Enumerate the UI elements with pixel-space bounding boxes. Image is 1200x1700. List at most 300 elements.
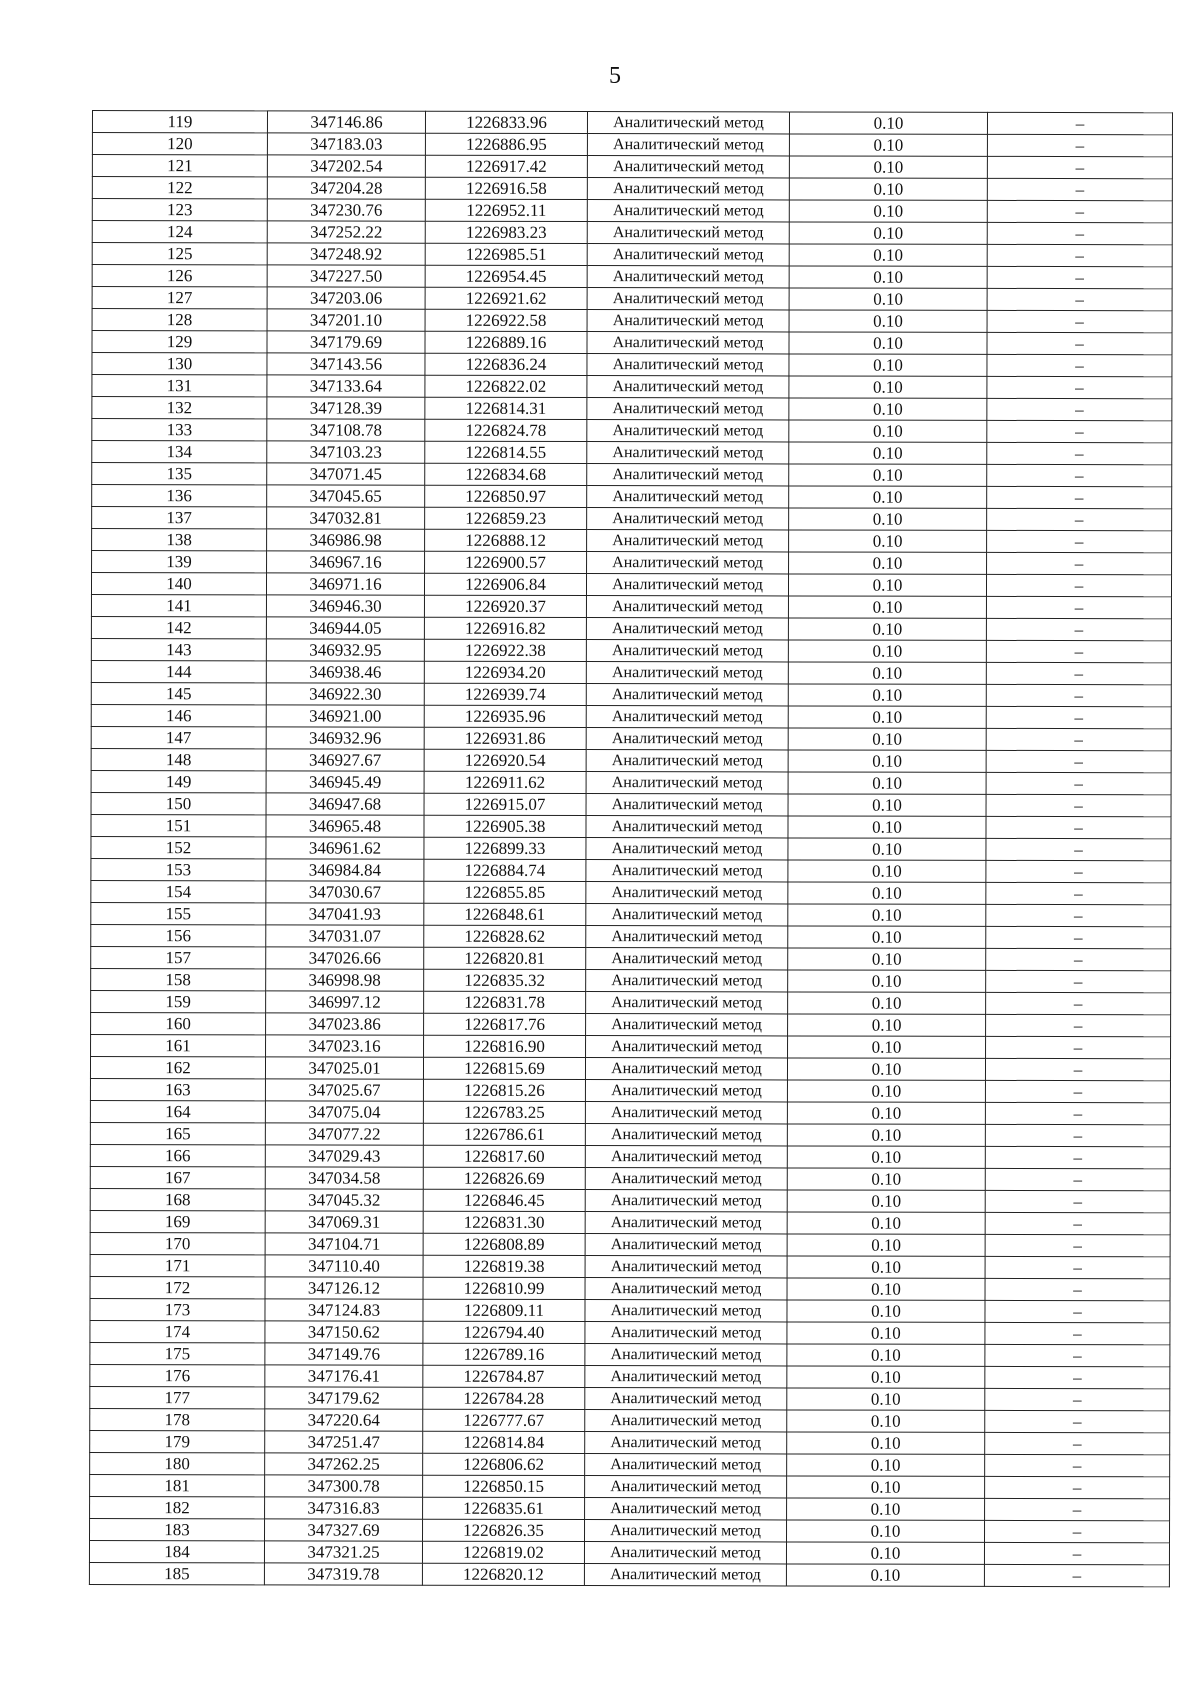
- table-row: [91, 726, 1171, 750]
- accuracy-cell: 0.10: [788, 948, 986, 970]
- table-row: [90, 1452, 1170, 1476]
- table-row: [90, 1144, 1170, 1168]
- point-number-cell: 120: [92, 133, 267, 155]
- table-row: [91, 748, 1171, 772]
- x-coordinate-cell: 347041.93: [266, 903, 424, 925]
- table-row: [92, 133, 1172, 157]
- y-coordinate-cell: 1226826.69: [423, 1167, 585, 1189]
- x-coordinate-cell: 347316.83: [265, 1497, 423, 1519]
- accuracy-cell: 0.10: [788, 860, 986, 882]
- method-cell: Аналитический метод: [587, 376, 789, 398]
- y-coordinate-cell: 1226905.38: [424, 815, 586, 837]
- note-cell: –: [986, 640, 1171, 662]
- method-cell: Аналитический метод: [585, 1498, 787, 1520]
- table-row: [90, 1298, 1170, 1322]
- note-cell: –: [985, 1190, 1170, 1212]
- y-coordinate-cell: 1226920.54: [424, 749, 586, 771]
- table-row: [91, 990, 1171, 1014]
- table-row: [90, 1122, 1170, 1146]
- note-cell: –: [986, 684, 1171, 706]
- accuracy-cell: 0.10: [787, 1300, 985, 1322]
- note-cell: –: [986, 750, 1171, 772]
- x-coordinate-cell: 347032.81: [267, 507, 425, 529]
- accuracy-cell: 0.10: [789, 200, 987, 222]
- note-cell: –: [987, 398, 1172, 420]
- point-number-cell: 148: [91, 748, 266, 770]
- y-coordinate-cell: 1226889.16: [425, 331, 587, 353]
- x-coordinate-cell: 347077.22: [265, 1123, 423, 1145]
- y-coordinate-cell: 1226789.16: [423, 1343, 585, 1365]
- method-cell: Аналитический метод: [585, 1256, 787, 1278]
- method-cell: Аналитический метод: [586, 706, 788, 728]
- note-cell: –: [986, 904, 1171, 926]
- note-cell: –: [986, 970, 1171, 992]
- accuracy-cell: 0.10: [788, 640, 986, 662]
- table-row: [89, 1540, 1169, 1564]
- point-number-cell: 150: [91, 792, 266, 814]
- method-cell: Аналитический метод: [585, 1344, 787, 1366]
- table-row: [91, 836, 1171, 860]
- table-row: [92, 331, 1172, 355]
- note-cell: –: [987, 244, 1172, 266]
- y-coordinate-cell: 1226819.02: [422, 1541, 584, 1563]
- x-coordinate-cell: 346947.68: [266, 793, 424, 815]
- x-coordinate-cell: 347126.12: [265, 1277, 423, 1299]
- table-row: [90, 1232, 1170, 1256]
- accuracy-cell: 0.10: [789, 398, 987, 420]
- point-number-cell: 165: [90, 1122, 265, 1144]
- y-coordinate-cell: 1226816.90: [424, 1035, 586, 1057]
- y-coordinate-cell: 1226917.42: [425, 155, 587, 177]
- method-cell: Аналитический метод: [586, 772, 788, 794]
- point-number-cell: 174: [90, 1320, 265, 1342]
- note-cell: –: [987, 354, 1172, 376]
- note-cell: –: [987, 222, 1172, 244]
- point-number-cell: 143: [91, 638, 266, 660]
- x-coordinate-cell: 347025.01: [265, 1057, 423, 1079]
- note-cell: –: [985, 1058, 1170, 1080]
- table-row: [91, 814, 1171, 838]
- x-coordinate-cell: 347179.69: [267, 331, 425, 353]
- table-row: [92, 485, 1172, 509]
- method-cell: Аналитический метод: [584, 1564, 786, 1586]
- note-cell: –: [987, 552, 1172, 574]
- x-coordinate-cell: 347183.03: [267, 133, 425, 155]
- note-cell: –: [986, 1014, 1171, 1036]
- table-row: [92, 177, 1172, 201]
- note-cell: –: [986, 838, 1171, 860]
- y-coordinate-cell: 1226911.62: [424, 771, 586, 793]
- point-number-cell: 156: [91, 924, 266, 946]
- note-cell: –: [985, 1410, 1170, 1432]
- point-number-cell: 133: [92, 419, 267, 441]
- y-coordinate-cell: 1226834.68: [425, 463, 587, 485]
- x-coordinate-cell: 346984.84: [266, 859, 424, 881]
- note-cell: –: [984, 1564, 1169, 1586]
- method-cell: Аналитический метод: [587, 486, 789, 508]
- accuracy-cell: 0.10: [789, 508, 987, 530]
- table-row: [90, 1254, 1170, 1278]
- method-cell: Аналитический метод: [585, 1146, 787, 1168]
- point-number-cell: 128: [92, 309, 267, 331]
- accuracy-cell: 0.10: [787, 1146, 985, 1168]
- method-cell: Аналитический метод: [586, 750, 788, 772]
- x-coordinate-cell: 346967.16: [267, 551, 425, 573]
- accuracy-cell: 0.10: [788, 838, 986, 860]
- y-coordinate-cell: 1226939.74: [424, 683, 586, 705]
- y-coordinate-cell: 1226783.25: [423, 1101, 585, 1123]
- note-cell: –: [986, 574, 1171, 596]
- y-coordinate-cell: 1226824.78: [425, 419, 587, 441]
- x-coordinate-cell: 347124.83: [265, 1299, 423, 1321]
- x-coordinate-cell: 347025.67: [265, 1079, 423, 1101]
- table-row: [90, 1320, 1170, 1344]
- point-number-cell: 167: [90, 1166, 265, 1188]
- method-cell: Аналитический метод: [586, 926, 788, 948]
- table-row: [90, 1430, 1170, 1454]
- accuracy-cell: 0.10: [787, 1498, 985, 1520]
- x-coordinate-cell: 346927.67: [266, 749, 424, 771]
- point-number-cell: 176: [90, 1364, 265, 1386]
- method-cell: Аналитический метод: [587, 398, 789, 420]
- x-coordinate-cell: 346932.95: [266, 639, 424, 661]
- method-cell: Аналитический метод: [586, 992, 788, 1014]
- x-coordinate-cell: 347133.64: [267, 375, 425, 397]
- table-row: [91, 924, 1171, 948]
- note-cell: –: [987, 134, 1172, 156]
- x-coordinate-cell: 347071.45: [267, 463, 425, 485]
- table-row: [91, 770, 1171, 794]
- y-coordinate-cell: 1226934.20: [424, 661, 586, 683]
- note-cell: –: [985, 1278, 1170, 1300]
- accuracy-cell: 0.10: [787, 1366, 985, 1388]
- accuracy-cell: 0.10: [788, 970, 986, 992]
- point-number-cell: 160: [91, 1012, 266, 1034]
- note-cell: –: [985, 1454, 1170, 1476]
- y-coordinate-cell: 1226786.61: [423, 1123, 585, 1145]
- accuracy-cell: 0.10: [789, 178, 987, 200]
- y-coordinate-cell: 1226794.40: [423, 1321, 585, 1343]
- note-cell: –: [986, 662, 1171, 684]
- x-coordinate-cell: 347045.32: [265, 1189, 423, 1211]
- method-cell: Аналитический метод: [586, 618, 788, 640]
- table-row: [90, 1276, 1170, 1300]
- point-number-cell: 119: [92, 111, 267, 133]
- x-coordinate-cell: 347202.54: [267, 155, 425, 177]
- note-cell: –: [985, 1124, 1170, 1146]
- y-coordinate-cell: 1226828.62: [424, 925, 586, 947]
- x-coordinate-cell: 346922.30: [266, 683, 424, 705]
- note-cell: –: [987, 420, 1172, 442]
- accuracy-cell: 0.10: [789, 244, 987, 266]
- note-cell: –: [986, 596, 1171, 618]
- method-cell: Аналитический метод: [585, 1080, 787, 1102]
- x-coordinate-cell: 347146.86: [267, 111, 425, 133]
- method-cell: Аналитический метод: [587, 442, 789, 464]
- table-row: [89, 1562, 1169, 1586]
- note-cell: –: [987, 508, 1172, 530]
- table-row: [91, 902, 1171, 926]
- accuracy-cell: 0.10: [788, 706, 986, 728]
- point-number-cell: 152: [91, 836, 266, 858]
- accuracy-cell: 0.10: [789, 134, 987, 156]
- point-number-cell: 147: [91, 726, 266, 748]
- point-number-cell: 162: [90, 1056, 265, 1078]
- x-coordinate-cell: 347252.22: [267, 221, 425, 243]
- x-coordinate-cell: 347104.71: [265, 1233, 423, 1255]
- method-cell: Аналитический метод: [586, 816, 788, 838]
- accuracy-cell: 0.10: [789, 112, 987, 134]
- y-coordinate-cell: 1226931.86: [424, 727, 586, 749]
- accuracy-cell: 0.10: [787, 1388, 985, 1410]
- coordinates-table: [89, 110, 1173, 1587]
- table-row: [92, 199, 1172, 223]
- x-coordinate-cell: 346961.62: [266, 837, 424, 859]
- note-cell: –: [985, 1388, 1170, 1410]
- note-cell: –: [987, 442, 1172, 464]
- x-coordinate-cell: 347149.76: [265, 1343, 423, 1365]
- y-coordinate-cell: 1226820.12: [422, 1563, 584, 1585]
- table-row: [90, 1364, 1170, 1388]
- y-coordinate-cell: 1226814.31: [425, 397, 587, 419]
- x-coordinate-cell: 347300.78: [265, 1475, 423, 1497]
- accuracy-cell: 0.10: [789, 464, 987, 486]
- accuracy-cell: 0.10: [787, 1058, 985, 1080]
- table-row: [90, 1056, 1170, 1080]
- point-number-cell: 124: [92, 221, 267, 243]
- point-number-cell: 170: [90, 1232, 265, 1254]
- note-cell: –: [985, 1476, 1170, 1498]
- method-cell: Аналитический метод: [586, 640, 788, 662]
- y-coordinate-cell: 1226831.78: [424, 991, 586, 1013]
- y-coordinate-cell: 1226916.82: [424, 617, 586, 639]
- point-number-cell: 146: [91, 704, 266, 726]
- method-cell: Аналитический метод: [587, 354, 789, 376]
- note-cell: –: [987, 288, 1172, 310]
- method-cell: Аналитический метод: [586, 596, 788, 618]
- point-number-cell: 137: [92, 507, 267, 529]
- point-number-cell: 155: [91, 902, 266, 924]
- accuracy-cell: 0.10: [787, 1344, 985, 1366]
- table-row: [91, 858, 1171, 882]
- table-row: [90, 1078, 1170, 1102]
- x-coordinate-cell: 346946.30: [266, 595, 424, 617]
- x-coordinate-cell: 347248.92: [267, 243, 425, 265]
- table-row: [90, 1518, 1170, 1542]
- table-row: [92, 243, 1172, 267]
- point-number-cell: 136: [92, 485, 267, 507]
- note-cell: –: [986, 1036, 1171, 1058]
- x-coordinate-cell: 347031.07: [266, 925, 424, 947]
- point-number-cell: 125: [92, 243, 267, 265]
- y-coordinate-cell: 1226831.30: [423, 1211, 585, 1233]
- accuracy-cell: 0.10: [789, 530, 987, 552]
- x-coordinate-cell: 347103.23: [267, 441, 425, 463]
- point-number-cell: 173: [90, 1298, 265, 1320]
- note-cell: –: [986, 706, 1171, 728]
- method-cell: Аналитический метод: [585, 1476, 787, 1498]
- y-coordinate-cell: 1226817.60: [423, 1145, 585, 1167]
- table-row: [92, 397, 1172, 421]
- table-row: [90, 1100, 1170, 1124]
- x-coordinate-cell: 347319.78: [264, 1563, 422, 1585]
- point-number-cell: 140: [91, 573, 266, 595]
- method-cell: Аналитический метод: [585, 1212, 787, 1234]
- y-coordinate-cell: 1226835.61: [423, 1497, 585, 1519]
- method-cell: Аналитический метод: [587, 156, 789, 178]
- method-cell: Аналитический метод: [586, 838, 788, 860]
- accuracy-cell: 0.10: [788, 596, 986, 618]
- point-number-cell: 177: [90, 1386, 265, 1408]
- accuracy-cell: 0.10: [789, 442, 987, 464]
- accuracy-cell: 0.10: [788, 992, 986, 1014]
- accuracy-cell: 0.10: [788, 926, 986, 948]
- point-number-cell: 134: [92, 441, 267, 463]
- y-coordinate-cell: 1226820.81: [424, 947, 586, 969]
- note-cell: –: [986, 816, 1171, 838]
- method-cell: Аналитический метод: [587, 178, 789, 200]
- y-coordinate-cell: 1226906.84: [424, 573, 586, 595]
- x-coordinate-cell: 347075.04: [265, 1101, 423, 1123]
- note-cell: –: [985, 1344, 1170, 1366]
- accuracy-cell: 0.10: [787, 1454, 985, 1476]
- table-row: [92, 155, 1172, 179]
- point-number-cell: 138: [92, 529, 267, 551]
- point-number-cell: 184: [89, 1540, 264, 1562]
- note-cell: –: [985, 1432, 1170, 1454]
- note-cell: –: [986, 794, 1171, 816]
- table-row: [92, 265, 1172, 289]
- x-coordinate-cell: 347023.86: [266, 1013, 424, 1035]
- method-cell: Аналитический метод: [584, 1542, 786, 1564]
- method-cell: Аналитический метод: [587, 288, 789, 310]
- method-cell: Аналитический метод: [585, 1432, 787, 1454]
- method-cell: Аналитический метод: [587, 310, 789, 332]
- point-number-cell: 169: [90, 1210, 265, 1232]
- method-cell: Аналитический метод: [587, 200, 789, 222]
- method-cell: Аналитический метод: [586, 860, 788, 882]
- table-row: [91, 638, 1171, 662]
- method-cell: Аналитический метод: [587, 464, 789, 486]
- point-number-cell: 144: [91, 660, 266, 682]
- y-coordinate-cell: 1226985.51: [425, 243, 587, 265]
- y-coordinate-cell: 1226850.97: [425, 485, 587, 507]
- x-coordinate-cell: 347179.62: [265, 1387, 423, 1409]
- method-cell: Аналитический метод: [587, 530, 789, 552]
- point-number-cell: 132: [92, 397, 267, 419]
- method-cell: Аналитический метод: [587, 420, 789, 442]
- x-coordinate-cell: 347029.43: [265, 1145, 423, 1167]
- y-coordinate-cell: 1226900.57: [425, 551, 587, 573]
- method-cell: Аналитический метод: [587, 508, 789, 530]
- note-cell: –: [985, 1102, 1170, 1124]
- table-row: [92, 441, 1172, 465]
- x-coordinate-cell: 346944.05: [266, 617, 424, 639]
- table-row: [92, 375, 1172, 399]
- accuracy-cell: 0.10: [787, 1520, 985, 1542]
- method-cell: Аналитический метод: [585, 1410, 787, 1432]
- accuracy-cell: 0.10: [787, 1432, 985, 1454]
- method-cell: Аналитический метод: [586, 794, 788, 816]
- x-coordinate-cell: 347230.76: [267, 199, 425, 221]
- point-number-cell: 180: [90, 1452, 265, 1474]
- point-number-cell: 130: [92, 353, 267, 375]
- x-coordinate-cell: 347220.64: [265, 1409, 423, 1431]
- accuracy-cell: 0.10: [788, 750, 986, 772]
- y-coordinate-cell: 1226886.95: [425, 133, 587, 155]
- note-cell: –: [987, 112, 1172, 134]
- x-coordinate-cell: 347204.28: [267, 177, 425, 199]
- accuracy-cell: 0.10: [788, 728, 986, 750]
- table-row: [92, 463, 1172, 487]
- y-coordinate-cell: 1226899.33: [424, 837, 586, 859]
- method-cell: Аналитический метод: [585, 1058, 787, 1080]
- x-coordinate-cell: 346965.48: [266, 815, 424, 837]
- note-cell: –: [986, 728, 1171, 750]
- y-coordinate-cell: 1226806.62: [423, 1453, 585, 1475]
- accuracy-cell: 0.10: [788, 1036, 986, 1058]
- x-coordinate-cell: 346938.46: [266, 661, 424, 683]
- y-coordinate-cell: 1226817.76: [424, 1013, 586, 1035]
- table-row: [91, 1012, 1171, 1036]
- y-coordinate-cell: 1226815.69: [423, 1057, 585, 1079]
- point-number-cell: 142: [91, 616, 266, 638]
- note-cell: –: [986, 926, 1171, 948]
- method-cell: Аналитический метод: [585, 1300, 787, 1322]
- point-number-cell: 145: [91, 682, 266, 704]
- note-cell: –: [986, 618, 1171, 640]
- method-cell: Аналитический метод: [587, 244, 789, 266]
- note-cell: –: [986, 992, 1171, 1014]
- accuracy-cell: 0.10: [789, 486, 987, 508]
- y-coordinate-cell: 1226819.38: [423, 1255, 585, 1277]
- accuracy-cell: 0.10: [787, 1168, 985, 1190]
- point-number-cell: 185: [89, 1562, 264, 1584]
- y-coordinate-cell: 1226810.99: [423, 1277, 585, 1299]
- accuracy-cell: 0.10: [787, 1190, 985, 1212]
- x-coordinate-cell: 347150.62: [265, 1321, 423, 1343]
- point-number-cell: 129: [92, 331, 267, 353]
- note-cell: –: [985, 1168, 1170, 1190]
- y-coordinate-cell: 1226822.02: [425, 375, 587, 397]
- x-coordinate-cell: 347321.25: [264, 1541, 422, 1563]
- y-coordinate-cell: 1226846.45: [423, 1189, 585, 1211]
- method-cell: Аналитический метод: [586, 662, 788, 684]
- point-number-cell: 168: [90, 1188, 265, 1210]
- table-row: [91, 946, 1171, 970]
- method-cell: Аналитический метод: [587, 222, 789, 244]
- note-cell: –: [987, 200, 1172, 222]
- x-coordinate-cell: 346997.12: [266, 991, 424, 1013]
- note-cell: –: [987, 464, 1172, 486]
- x-coordinate-cell: 346998.98: [266, 969, 424, 991]
- accuracy-cell: 0.10: [788, 882, 986, 904]
- table-row: [92, 507, 1172, 531]
- accuracy-cell: 0.10: [787, 1124, 985, 1146]
- table-row: [92, 353, 1172, 377]
- x-coordinate-cell: 346945.49: [266, 771, 424, 793]
- method-cell: Аналитический метод: [586, 684, 788, 706]
- y-coordinate-cell: 1226850.15: [423, 1475, 585, 1497]
- y-coordinate-cell: 1226777.67: [423, 1409, 585, 1431]
- x-coordinate-cell: 346971.16: [266, 573, 424, 595]
- table-row: [90, 1496, 1170, 1520]
- table-row: [91, 1034, 1171, 1058]
- note-cell: –: [985, 1322, 1170, 1344]
- x-coordinate-cell: 347176.41: [265, 1365, 423, 1387]
- note-cell: –: [985, 1520, 1170, 1542]
- point-number-cell: 179: [90, 1430, 265, 1452]
